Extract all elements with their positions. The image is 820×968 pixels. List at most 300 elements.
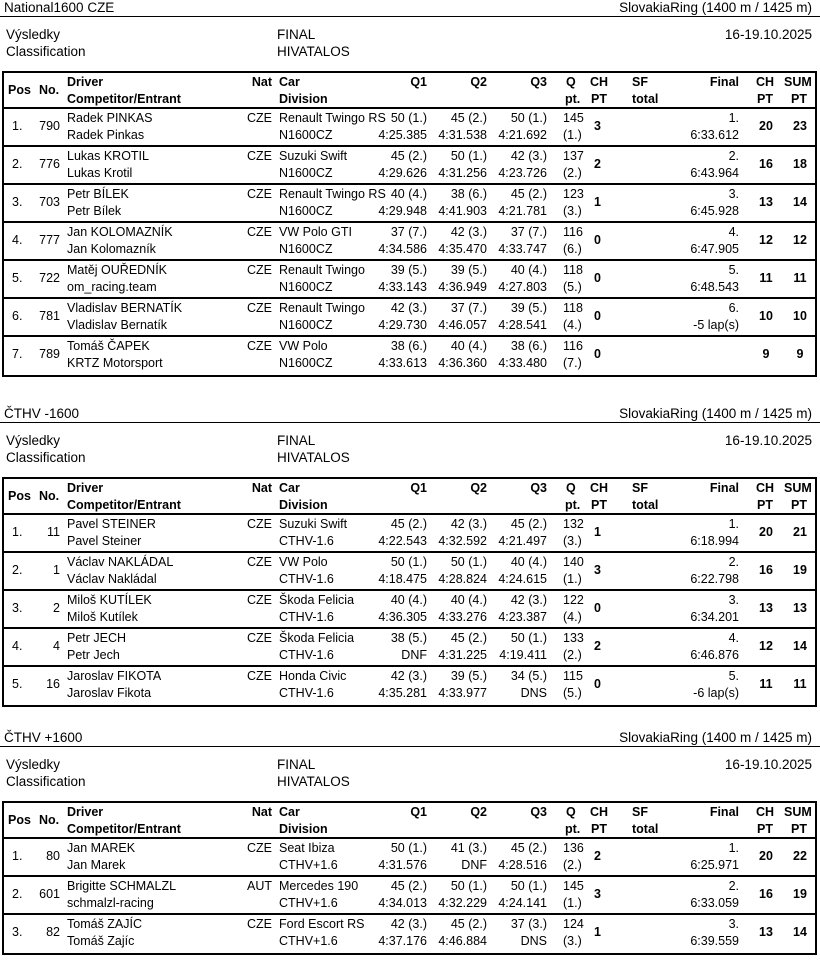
col-car: Car [279,805,300,819]
col-driver: Driver [67,481,104,495]
ch-points: 13 [759,601,773,615]
col-q1: Q1 [410,481,427,495]
q3-time: 4:24.141 [498,896,547,910]
col-sf: SF [632,481,648,495]
car: Suzuki Swift [279,517,348,531]
pos: 5. [12,271,23,285]
qualifying-position: (3.) [563,204,582,218]
results-table [2,801,817,955]
car: Seat Ibiza [279,841,335,855]
status-local: HIVATALOS [277,774,350,789]
col-q-pt: pt. [565,92,581,106]
section-header [0,406,820,423]
q2-points: 50 (1.) [450,149,487,163]
ch-points: 16 [759,887,773,901]
nationality: CZE [247,187,272,201]
q1-time: DNF [401,648,427,662]
driver-name: Brigitte SCHMALZL [67,879,177,893]
entrant-name: Tomáš Zajíc [67,934,135,948]
division: CTHV+1.6 [279,934,338,948]
driver-name: Miloš KUTÍLEK [67,593,152,607]
entrant-name: Vladislav Bernatík [67,318,168,332]
col-chpt: CH [756,805,775,819]
q3-points: 45 (2.) [510,187,547,201]
qualifying-position: (2.) [563,166,582,180]
q3-points: 42 (3.) [510,593,547,607]
q2-time: 4:41.903 [438,204,487,218]
q3-points: 34 (5.) [510,669,547,683]
col-ch-pt: PT [591,822,607,836]
pos: 3. [12,925,23,939]
final-time: 6:39.559 [690,934,739,948]
col-competitor: Competitor/Entrant [67,92,181,106]
driver-name: Tomáš ČAPEK [67,339,150,353]
division: N1600CZ [279,280,333,294]
entrant-name: Radek Pinkas [67,128,145,142]
class-section [0,406,820,700]
col-final: Final [709,805,739,819]
qualifying-points: 145 [563,879,584,893]
class-section [0,730,820,948]
results-table [2,477,817,707]
q3-points: 37 (7.) [510,225,547,239]
q1-time: 4:29.730 [378,318,427,332]
classification-label [6,432,86,466]
q1-time: 4:33.613 [378,356,427,370]
q1-points: 40 (4.) [390,593,427,607]
q3-points: 42 (3.) [510,149,547,163]
table-header [4,479,815,515]
q3-time: 4:28.516 [498,858,547,872]
q1-time: 4:18.475 [378,572,427,586]
sum-points: 22 [793,849,807,863]
sum-points: 14 [793,639,807,653]
nationality: CZE [247,149,272,163]
final-time: 6:46.876 [690,648,739,662]
qualifying-position: (4.) [563,610,582,624]
start-number: 4 [53,639,60,653]
q2-time: DNF [461,858,487,872]
q3-time: 4:28.541 [498,318,547,332]
nationality: CZE [247,301,272,315]
q2-points: 40 (4.) [450,339,487,353]
final-time: 6:25.971 [690,858,739,872]
q2-points: 41 (3.) [450,841,487,855]
q2-points: 40 (4.) [450,593,487,607]
sum-points: 14 [793,925,807,939]
pos: 4. [12,233,23,247]
final-position: 5. [728,263,739,277]
ch-points: 20 [759,119,773,133]
start-number: 601 [39,887,60,901]
driver-name: Tomáš ZAJÍC [67,917,143,931]
start-number: 790 [39,119,60,133]
q1-time: 4:31.576 [378,858,427,872]
q2-time: 4:32.592 [438,534,487,548]
qualifying-points: 116 [563,339,583,353]
qualifying-points: 140 [563,555,584,569]
nationality: CZE [247,225,272,239]
col-ch-pt: PT [591,92,607,106]
start-number: 789 [39,347,60,361]
col-nat: Nat [251,805,272,819]
col-q2: Q2 [470,805,487,819]
nationality: CZE [247,517,272,531]
q1-time: 4:29.948 [378,204,427,218]
final-time: 6:45.928 [690,204,739,218]
q1-points: 50 (1.) [390,111,427,125]
table-row [4,261,815,299]
division: N1600CZ [279,242,333,256]
division: N1600CZ [279,204,333,218]
q1-time: 4:29.626 [378,166,427,180]
q3-time: 4:21.497 [498,534,547,548]
q1-points: 40 (4.) [390,187,427,201]
col-pos: Pos [8,83,31,97]
col-division: Division [279,92,328,106]
col-q: Q [566,805,576,819]
car: Suzuki Swift [279,149,348,163]
ch-qual-points: 2 [594,157,601,171]
q2-time: 4:35.470 [438,242,487,256]
entrant-name: Jan Kolomazník [67,242,156,256]
col-chpt-pt: PT [757,498,773,512]
result-title-local: Výsledky [6,757,61,772]
ch-qual-points: 1 [594,525,601,539]
qualifying-points: 145 [563,111,584,125]
car: Ford Escort RS [279,917,365,931]
entrant-name: Petr Bílek [67,204,122,218]
nationality: CZE [247,669,272,683]
q1-points: 50 (1.) [390,841,427,855]
qualifying-points: 118 [563,263,583,277]
table-body [4,109,815,375]
q1-points: 45 (2.) [390,149,427,163]
qualifying-points: 118 [563,301,583,315]
pos: 3. [12,601,23,615]
q2-points: 39 (5.) [450,669,487,683]
nationality: CZE [247,841,272,855]
q1-points: 45 (2.) [390,879,427,893]
table-row [4,147,815,185]
col-division: Division [279,498,328,512]
division: N1600CZ [279,356,333,370]
sum-points: 14 [793,195,807,209]
table-row [4,223,815,261]
final-position: 2. [728,879,739,893]
ch-points: 11 [759,677,773,691]
q2-points: 42 (3.) [450,517,487,531]
entrant-name: Pavel Steiner [67,534,142,548]
start-number: 1 [53,563,60,577]
nationality: CZE [247,111,272,125]
ch-points: 10 [759,309,773,323]
ch-qual-points: 3 [594,563,601,577]
nationality: CZE [247,631,272,645]
q1-time: 4:37.176 [378,934,427,948]
q3-time: 4:21.692 [498,128,547,142]
pos: 2. [12,563,23,577]
col-no: No. [39,813,60,827]
col-driver: Driver [67,805,104,819]
col-car: Car [279,481,300,495]
q2-time: 4:36.949 [438,280,487,294]
q1-time: 4:36.305 [378,610,427,624]
final-position: 2. [728,149,739,163]
ch-qual-points: 0 [594,677,601,691]
pos: 1. [12,849,23,863]
car: VW Polo [279,555,328,569]
qualifying-points: 133 [563,631,584,645]
start-number: 16 [46,677,60,691]
q3-time: 4:19.411 [499,648,547,662]
q1-time: 4:33.143 [378,280,427,294]
ch-qual-points: 1 [594,195,601,209]
entrant-name: Lukas Krotil [67,166,133,180]
col-sf-total: total [632,822,659,836]
final-time: -5 lap(s) [693,318,739,332]
division: N1600CZ [279,128,333,142]
col-q1: Q1 [410,75,427,89]
final-time: 6:18.994 [690,534,739,548]
col-q: Q [566,75,576,89]
q3-points: 38 (6.) [510,339,547,353]
table-header [4,73,815,109]
col-sum: SUM [784,481,812,495]
division: N1600CZ [279,318,333,332]
q2-time: 4:33.977 [438,686,487,700]
nationality: CZE [247,555,272,569]
col-nat: Nat [251,75,272,89]
q3-time: 4:23.387 [498,610,547,624]
q2-points: 38 (6.) [450,187,487,201]
driver-name: Petr JECH [67,631,127,645]
table-row [4,337,815,375]
col-q-pt: pt. [565,498,581,512]
result-title-en: Classification [6,44,86,59]
col-sum-pt: PT [791,498,807,512]
division: CTHV+1.6 [279,896,338,910]
class-name: National1600 CZE [4,0,115,15]
col-final: Final [709,481,739,495]
q2-time: 4:46.884 [438,934,487,948]
q2-points: 42 (3.) [450,225,487,239]
table-row [4,591,815,629]
col-sf: SF [632,75,648,89]
pos: 4. [12,639,23,653]
pos: 6. [12,309,23,323]
car: Mercedes 190 [279,879,359,893]
status-final: FINAL [277,27,316,42]
col-final: Final [709,75,739,89]
qualifying-points: 136 [563,841,584,855]
q2-time: 4:28.824 [438,572,487,586]
q3-time: 4:33.480 [498,356,547,370]
division: CTHV+1.6 [279,858,338,872]
division: N1600CZ [279,166,333,180]
col-chpt: CH [756,75,775,89]
q2-time: 4:31.538 [438,128,487,142]
col-sum: SUM [784,75,812,89]
q1-points: 42 (3.) [390,301,427,315]
entrant-name: Jan Marek [67,858,126,872]
col-q3: Q3 [530,75,547,89]
sum-points: 11 [793,677,807,691]
result-title-en: Classification [6,774,86,789]
final-position: 2. [728,555,739,569]
start-number: 82 [46,925,60,939]
ch-qual-points: 3 [594,119,601,133]
pos: 3. [12,195,23,209]
q3-points: 45 (2.) [510,517,547,531]
start-number: 80 [46,849,60,863]
division: CTHV-1.6 [279,610,334,624]
col-q3: Q3 [530,481,547,495]
col-sf: SF [632,805,648,819]
final-time: 6:47.905 [690,242,739,256]
start-number: 2 [53,601,60,615]
ch-points: 20 [759,525,773,539]
table-row [4,553,815,591]
nationality: AUT [247,879,272,893]
driver-name: Jaroslav FIKOTA [67,669,162,683]
ch-qual-points: 2 [594,849,601,863]
division: CTHV-1.6 [279,534,334,548]
table-row [4,515,815,553]
table-row [4,667,815,705]
final-position: 4. [728,225,739,239]
sum-points: 19 [793,563,807,577]
final-time: -6 lap(s) [693,686,739,700]
qualifying-position: (3.) [563,934,582,948]
col-sf-total: total [632,92,659,106]
driver-name: Vladislav BERNATÍK [67,301,183,315]
ch-points: 13 [759,925,773,939]
status-final: FINAL [277,757,316,772]
car: Renault Twingo RS [279,187,386,201]
final-position: 1. [728,841,739,855]
class-name: ČTHV -1600 [4,406,80,421]
ch-qual-points: 0 [594,347,601,361]
q1-points: 42 (3.) [390,669,427,683]
pos: 1. [12,525,23,539]
q2-points: 50 (1.) [450,879,487,893]
q2-points: 37 (7.) [450,301,487,315]
q3-time: DNS [520,686,547,700]
car: VW Polo [279,339,328,353]
final-position: 6. [728,301,739,315]
qualifying-position: (6.) [563,242,582,256]
section-header [0,0,820,17]
q1-points: 37 (7.) [390,225,427,239]
q2-points: 50 (1.) [450,555,487,569]
class-section [0,0,820,370]
col-q2: Q2 [470,481,487,495]
start-number: 722 [39,271,60,285]
q3-time: 4:23.726 [498,166,547,180]
q2-time: 4:31.256 [438,166,487,180]
driver-name: Lukas KROTIL [67,149,149,163]
result-title-en: Classification [6,450,86,465]
track-name: SlovakiaRing (1400 m / 1425 m) [619,406,812,421]
start-number: 781 [39,309,60,323]
qualifying-position: (2.) [563,858,582,872]
sum-points: 19 [793,887,807,901]
table-row [4,839,815,877]
col-no: No. [39,489,60,503]
q1-points: 50 (1.) [390,555,427,569]
ch-qual-points: 1 [594,925,601,939]
division: CTHV-1.6 [279,648,334,662]
col-sum: SUM [784,805,812,819]
nationality: CZE [247,593,272,607]
sum-points: 11 [793,271,807,285]
table-row [4,629,815,667]
result-title-local: Výsledky [6,433,61,448]
q2-time: 4:46.057 [438,318,487,332]
table-row [4,915,815,953]
ch-qual-points: 0 [594,233,601,247]
q3-points: 50 (1.) [510,631,547,645]
q1-time: 4:34.586 [378,242,427,256]
col-competitor: Competitor/Entrant [67,498,181,512]
final-time: 6:22.798 [690,572,739,586]
car: Renault Twingo [279,301,365,315]
q3-time: 4:33.747 [498,242,547,256]
q1-points: 38 (6.) [390,339,427,353]
q3-points: 45 (2.) [510,841,547,855]
ch-points: 12 [759,639,773,653]
ch-qual-points: 0 [594,601,601,615]
q3-time: 4:24.615 [498,572,547,586]
entrant-name: om_racing.team [67,280,157,294]
pos: 2. [12,887,23,901]
q3-time: DNS [520,934,547,948]
final-time: 6:34.201 [690,610,739,624]
ch-points: 9 [762,347,770,361]
sum-points: 23 [793,119,807,133]
col-sum-pt: PT [791,92,807,106]
table-row [4,299,815,337]
ch-qual-points: 0 [594,309,601,323]
col-ch: CH [590,805,609,819]
track-name: SlovakiaRing (1400 m / 1425 m) [619,0,812,15]
entrant-name: Petr Jech [67,648,120,662]
driver-name: Pavel STEINER [67,517,156,531]
sum-points: 12 [793,233,807,247]
nationality: CZE [247,339,272,353]
division: CTHV-1.6 [279,686,334,700]
start-number: 777 [39,233,60,247]
col-q1: Q1 [410,805,427,819]
q2-time: 4:31.225 [438,648,487,662]
ch-qual-points: 3 [594,887,601,901]
qualifying-points: 116 [563,225,583,239]
table-row [4,877,815,915]
col-chpt-pt: PT [757,822,773,836]
driver-name: Jan KOLOMAZNÍK [67,225,173,239]
start-number: 703 [39,195,60,209]
driver-name: Radek PINKAS [67,111,153,125]
table-body [4,839,815,953]
table-header [4,803,815,839]
qualifying-position: (4.) [563,318,582,332]
col-chpt: CH [756,481,775,495]
final-time: 6:43.964 [690,166,739,180]
entrant-name: Miloš Kutílek [67,610,138,624]
qualifying-position: (1.) [563,572,582,586]
col-sum-pt: PT [791,822,807,836]
